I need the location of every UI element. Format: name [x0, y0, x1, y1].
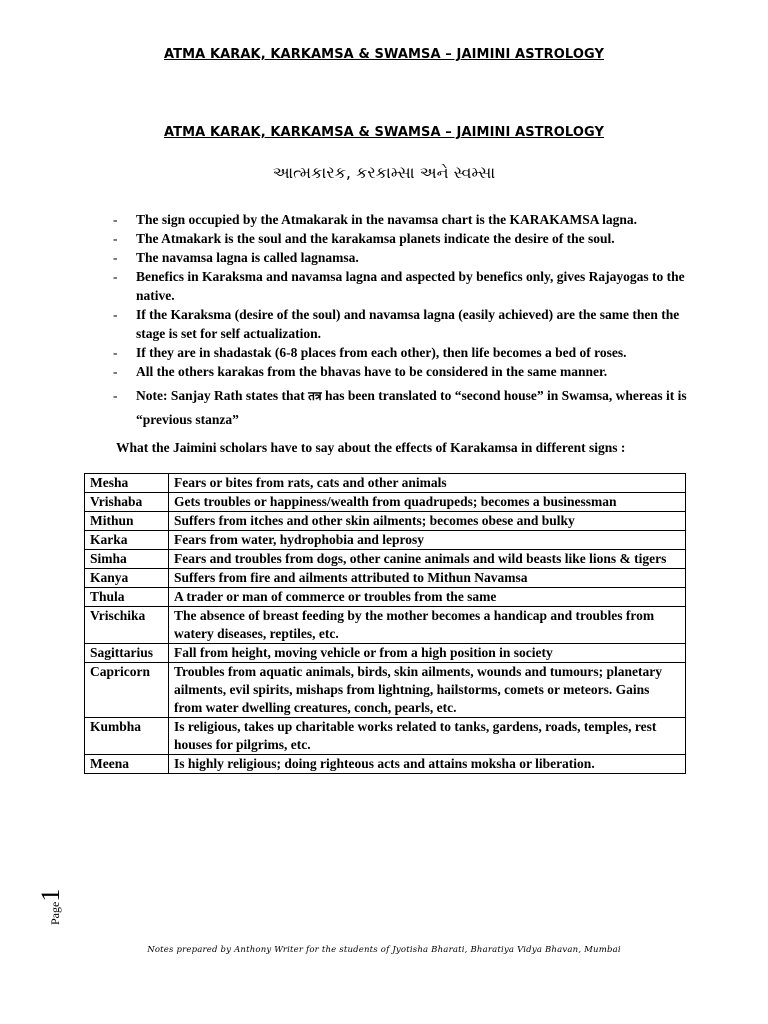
note-prefix: Note: Sanjay Rath states that: [136, 388, 309, 403]
sign-cell: Vrishaba: [85, 493, 169, 512]
sign-cell: Capricorn: [85, 663, 169, 718]
table-row: [85, 663, 686, 718]
table-intro: What the Jaimini scholars have to say about the effects of Karakamsa in different signs :: [116, 440, 626, 455]
page-number-label: [36, 889, 66, 925]
header-title: ATMA KARAK, KARKAMSA & SWAMSA – JAIMINI ASTROLOGY: [164, 47, 604, 62]
effect-cell: Gets troubles or happiness/wealth from quadrupeds; becomes a businessman: [169, 493, 686, 512]
bullet-list: [113, 210, 693, 431]
gujarati-subtitle: આત્મકારક, કરકામ્સા અને સ્વમ્સા: [272, 163, 496, 182]
sign-cell: Sagittarius: [85, 644, 169, 663]
sign-cell: Thula: [85, 588, 169, 607]
table-row: [85, 512, 686, 531]
sign-cell: Vrischika: [85, 607, 169, 644]
effect-cell: Is religious, takes up charitable works related to tanks, gardens, roads, temples, rest houses for pilgrims, etc.: [169, 718, 686, 755]
bullet-item: - Benefics in Karaksma and navamsa lagna and aspected by benefics only, gives Rajayogas to the native.: [113, 267, 693, 305]
bullet-item: - If they are in shadastak (6-8 places from each other), then life becomes a bed of roses.: [113, 343, 693, 362]
table-row: [85, 550, 686, 569]
page-word: Page: [48, 901, 62, 925]
sign-cell: Simha: [85, 550, 169, 569]
sign-cell: Mithun: [85, 512, 169, 531]
table-row: [85, 493, 686, 512]
effect-cell: Is highly religious; doing righteous acts and attains moksha or liberation.: [169, 755, 686, 774]
effect-cell: Troubles from aquatic animals, birds, skin ailments, wounds and tumours; planetary ailments, evil spirits, mishaps from lightning, hailstorms, comets or meteors. Gains from water dwelling creatures, conch, pearls, etc.: [169, 663, 686, 718]
sanskrit-word: तत्र: [308, 389, 322, 403]
sign-cell: Meena: [85, 755, 169, 774]
footer-note: Notes prepared by Anthony Writer for the students of Jyotisha Bharati, Bharatiya Vidya Bhavan, Mumbai: [147, 945, 621, 955]
table-row: [85, 569, 686, 588]
table-row: [85, 718, 686, 755]
effect-cell: Fall from height, moving vehicle or from a high position in society: [169, 644, 686, 663]
table-row: [85, 755, 686, 774]
table-row: [85, 474, 686, 493]
bullet-item: - The sign occupied by the Atmakarak in the navamsa chart is the KARAKAMSA lagna.: [113, 210, 693, 229]
effect-cell: Suffers from fire and ailments attributed to Mithun Navamsa: [169, 569, 686, 588]
effect-cell: Fears and troubles from dogs, other canine animals and wild beasts like lions & tigers: [169, 550, 686, 569]
effect-cell: Suffers from itches and other skin ailments; becomes obese and bulky: [169, 512, 686, 531]
table-row: [85, 531, 686, 550]
page-number: 1: [36, 888, 65, 902]
sign-cell: Kumbha: [85, 718, 169, 755]
bullet-item: - The navamsa lagna is called lagnamsa.: [113, 248, 693, 267]
effect-cell: Fears or bites from rats, cats and other animals: [169, 474, 686, 493]
effect-cell: The absence of breast feeding by the mother becomes a handicap and troubles from watery diseases, reptiles, etc.: [169, 607, 686, 644]
effect-cell: Fears from water, hydrophobia and leprosy: [169, 531, 686, 550]
note-item: [113, 384, 693, 431]
page-title: ATMA KARAK, KARKAMSA & SWAMSA – JAIMINI ASTROLOGY: [164, 125, 604, 140]
table-row: [85, 588, 686, 607]
bullet-item: - If the Karaksma (desire of the soul) and navamsa lagna (easily achieved) are the same then the stage is set for self actualization.: [113, 305, 693, 343]
sign-cell: Kanya: [85, 569, 169, 588]
sign-cell: Mesha: [85, 474, 169, 493]
table-row: [85, 644, 686, 663]
karakamsa-table: [84, 473, 686, 774]
sign-cell: Karka: [85, 531, 169, 550]
effect-cell: A trader or man of commerce or troubles from the same: [169, 588, 686, 607]
table-row: [85, 607, 686, 644]
note-suffix: has been translated to “second house” in Swamsa, whereas it is “previous stanza”: [136, 388, 687, 427]
bullet-item: - All the others karakas from the bhavas have to be considered in the same manner.: [113, 362, 693, 381]
bullet-item: - The Atmakark is the soul and the karakamsa planets indicate the desire of the soul.: [113, 229, 693, 248]
